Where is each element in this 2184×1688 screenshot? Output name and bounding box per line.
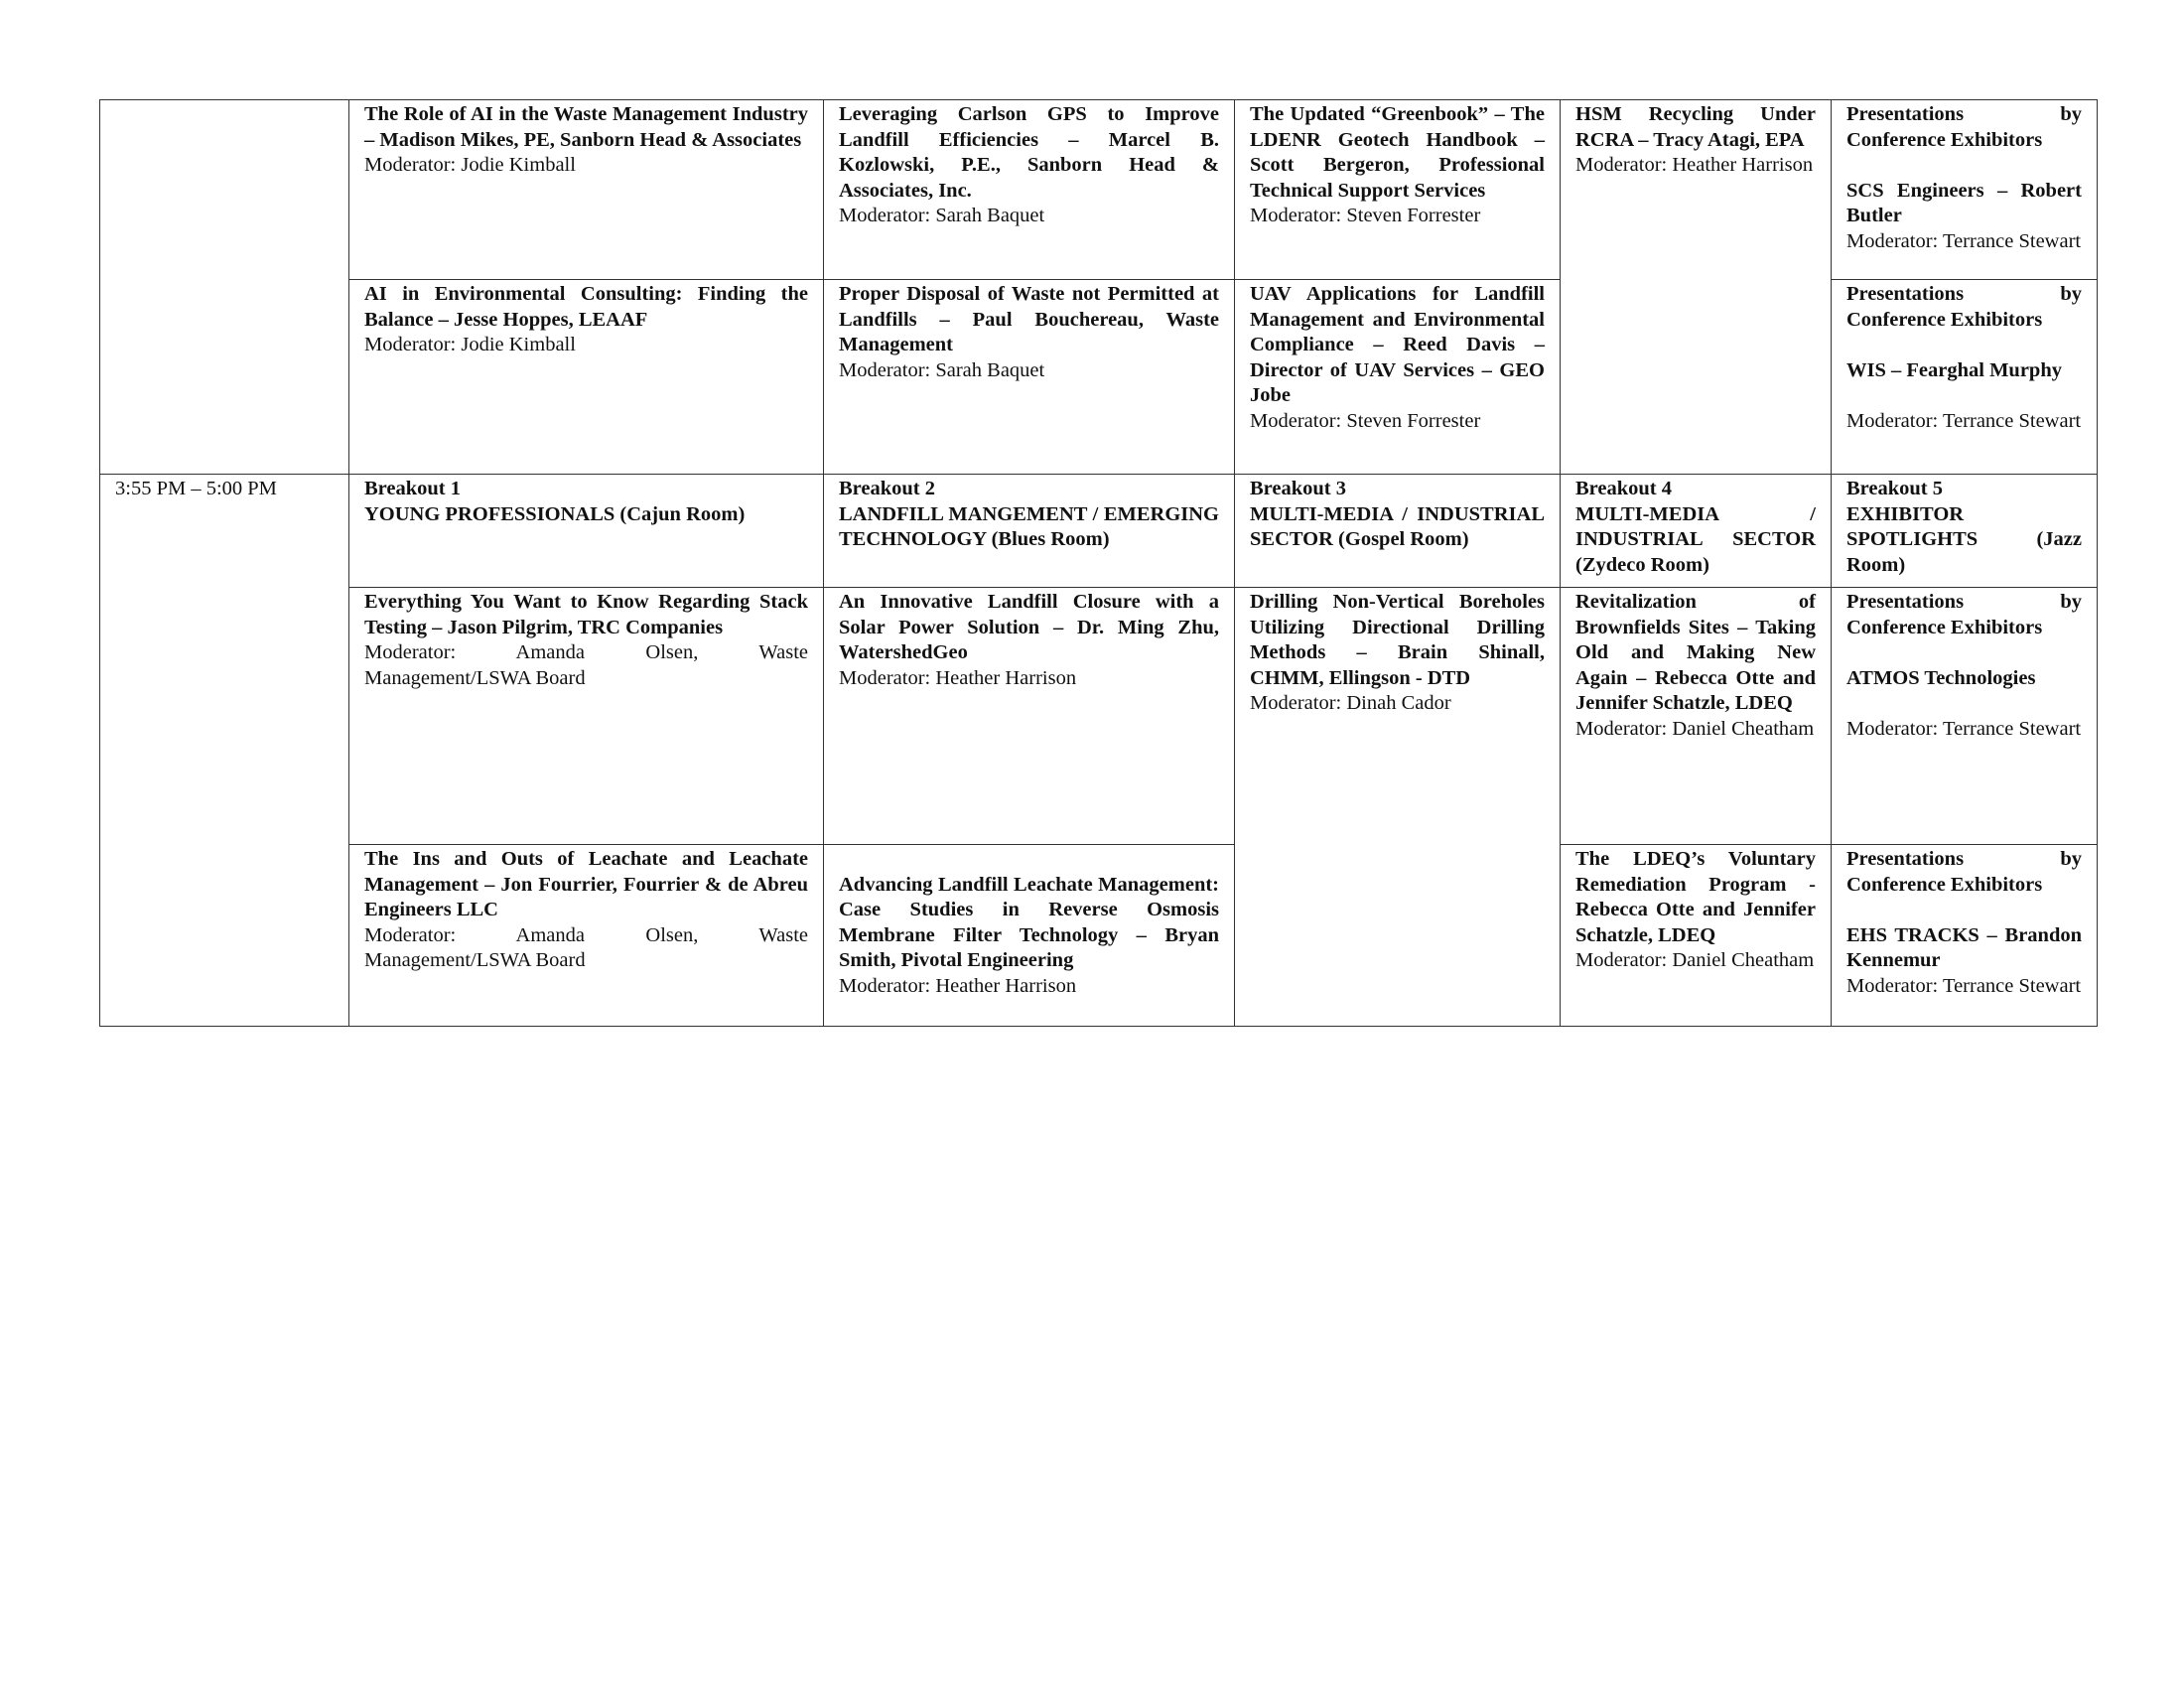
session-title: Presentations by Conference Exhibitors <box>1846 103 2082 151</box>
session-cell <box>1235 588 1561 1027</box>
exhibitor-presenter: EHS TRACKS – Brandon Kennemur <box>1846 923 2082 972</box>
session-title: Revitalization of Brownfields Sites – Taking Old and Making New Again – Rebecca Otte and Jennifer Schatzle, LDEQ <box>1575 591 1816 715</box>
moderator: Moderator: Heather Harrison <box>839 666 1077 689</box>
exhibitor-presenter: WIS – Fearghal Murphy <box>1846 358 2062 381</box>
session-title: The LDEQ’s Voluntary Remediation Program - Rebecca Otte and Jennifer Schatzle, LDEQ <box>1575 848 1816 946</box>
schedule-table <box>99 99 2098 1027</box>
moderator: Moderator: Steven Forrester <box>1250 205 1481 227</box>
moderator: Moderator: Dinah Cador <box>1250 692 1451 715</box>
exhibitor-presenter: ATMOS Technologies <box>1846 666 2036 689</box>
exhibitor-presenter: SCS Engineers – Robert Butler <box>1846 179 2082 227</box>
session-title: Advancing Landfill Leachate Management: Case Studies in Reverse Osmosis Membrane Filter Technology – Bryan Smith, Pivotal Engineering <box>839 873 1219 972</box>
moderator: Moderator: Amanda Olsen, Waste Management/LSWA Board <box>364 641 808 689</box>
breakout-track: YOUNG PROFESSIONALS (Cajun Room) <box>364 502 746 525</box>
exhibitor-cell <box>1832 845 2098 1027</box>
moderator: Moderator: Daniel Cheatham <box>1575 717 1815 740</box>
session-title: Presentations by Conference Exhibitors <box>1846 283 2082 331</box>
breakout-label: Breakout 5 <box>1846 478 1944 499</box>
moderator: Moderator: Terrance Stewart <box>1846 229 2082 252</box>
breakout-header-cell <box>1832 475 2098 588</box>
session-title: An Innovative Landfill Closure with a Solar Power Solution – Dr. Ming Zhu, WatershedGeo <box>839 591 1219 664</box>
breakout-label: Breakout 3 <box>1250 478 1347 499</box>
moderator: Moderator: Jodie Kimball <box>364 334 576 356</box>
session-title: Presentations by Conference Exhibitors <box>1846 848 2082 896</box>
exhibitor-cell <box>1832 100 2098 280</box>
session-cell <box>349 845 824 1027</box>
session-cell <box>1235 280 1561 475</box>
table-row <box>100 100 2098 280</box>
breakout-label: Breakout 2 <box>839 478 936 499</box>
exhibitor-cell <box>1832 280 2098 475</box>
session-cell <box>349 588 824 845</box>
session-title: AI in Environmental Consulting: Finding the Balance – Jesse Hoppes, LEAAF <box>364 283 808 331</box>
breakout-header-cell <box>349 475 824 588</box>
session-cell <box>824 588 1235 845</box>
table-row <box>100 475 2098 588</box>
session-title: Proper Disposal of Waste not Permitted at Landfills – Paul Bouchereau, Waste Management <box>839 283 1219 356</box>
moderator: Moderator: Heather Harrison <box>839 974 1077 997</box>
table-row <box>100 588 2098 845</box>
breakout-track: MULTI-MEDIA / INDUSTRIAL SECTOR (Gospel Room) <box>1250 502 1545 551</box>
moderator: Moderator: Steven Forrester <box>1250 409 1481 432</box>
breakout-label: Breakout 1 <box>364 478 462 499</box>
session-title: Everything You Want to Know Regarding Stack Testing – Jason Pilgrim, TRC Companies <box>364 591 808 638</box>
session-title: HSM Recycling Under RCRA – Tracy Atagi, EPA <box>1575 103 1816 151</box>
breakout-label: Breakout 4 <box>1575 478 1673 499</box>
moderator: Moderator: Terrance Stewart <box>1846 717 2082 740</box>
session-title: Drilling Non-Vertical Boreholes Utilizing Directional Drilling Methods – Brain Shinall, CHMM, Ellingson - DTD <box>1250 591 1545 689</box>
breakout-header-cell <box>1235 475 1561 588</box>
session-cell <box>824 845 1235 1027</box>
session-cell <box>1235 100 1561 280</box>
session-cell <box>824 100 1235 280</box>
session-cell <box>349 280 824 475</box>
moderator: Moderator: Sarah Baquet <box>839 358 1045 381</box>
moderator: Moderator: Terrance Stewart <box>1846 974 2082 997</box>
time-label: 3:55 PM – 5:00 PM <box>115 478 277 499</box>
session-cell <box>1561 845 1832 1027</box>
session-title: The Ins and Outs of Leachate and Leachate Management – Jon Fourrier, Fourrier & de Abreu Engineers LLC <box>364 848 808 921</box>
table-row <box>100 845 2098 1027</box>
session-title: Leveraging Carlson GPS to Improve Landfill Efficiencies – Marcel B. Kozlowski, P.E., Sanborn Head & Associates, Inc. <box>839 103 1219 202</box>
breakout-header-cell <box>824 475 1235 588</box>
session-title: The Updated “Greenbook” – The LDENR Geotech Handbook – Scott Bergeron, Professional Technical Support Services <box>1250 103 1545 202</box>
session-cell <box>349 100 824 280</box>
moderator: Moderator: Heather Harrison <box>1575 154 1814 177</box>
session-cell <box>1561 100 1832 475</box>
session-title: UAV Applications for Landfill Management and Environmental Compliance – Reed Davis – Director of UAV Services – GEO Jobe <box>1250 283 1545 407</box>
session-title: Presentations by Conference Exhibitors <box>1846 591 2082 638</box>
moderator: Moderator: Sarah Baquet <box>839 205 1045 227</box>
moderator: Moderator: Amanda Olsen, Waste Management/LSWA Board <box>364 923 808 972</box>
session-cell <box>824 280 1235 475</box>
session-cell <box>1561 588 1832 845</box>
breakout-track: MULTI-MEDIA / INDUSTRIAL SECTOR (Zydeco Room) <box>1575 502 1816 576</box>
breakout-track: EXHIBITOR SPOTLIGHTS (Jazz Room) <box>1846 502 2082 576</box>
moderator: Moderator: Daniel Cheatham <box>1575 949 1815 972</box>
moderator: Moderator: Terrance Stewart <box>1846 409 2082 432</box>
breakout-track: LANDFILL MANGEMENT / EMERGING TECHNOLOGY (Blues Room) <box>839 502 1219 551</box>
time-cell-empty <box>100 100 349 475</box>
time-slot <box>100 475 349 1027</box>
session-title: The Role of AI in the Waste Management Industry – Madison Mikes, PE, Sanborn Head & Associates <box>364 103 808 151</box>
moderator: Moderator: Jodie Kimball <box>364 154 576 177</box>
exhibitor-cell <box>1832 588 2098 845</box>
breakout-header-cell <box>1561 475 1832 588</box>
